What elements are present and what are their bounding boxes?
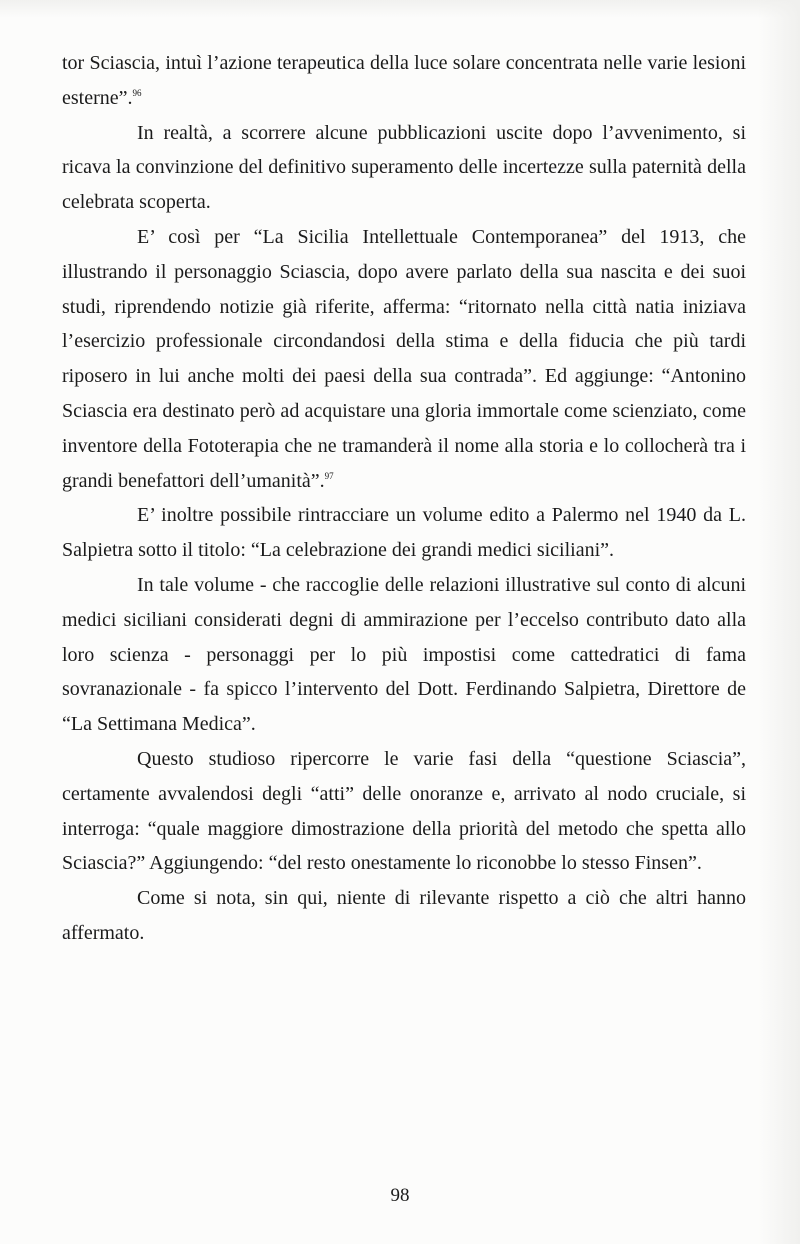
paragraph-1 — [62, 46, 746, 116]
page-number: 98 — [390, 1185, 410, 1206]
paragraph-7 — [62, 881, 746, 951]
scan-shadow-top — [0, 0, 800, 18]
paragraph-3 — [62, 220, 746, 498]
paragraph-7-text: Come si nota, sin qui, niente di rilevante rispetto a ciò che altri hanno affermato. — [62, 887, 746, 944]
paragraph-5 — [62, 568, 746, 742]
footnote-ref-97: 97 — [324, 470, 334, 481]
paragraph-6 — [62, 742, 746, 881]
paragraph-2-text: In realtà, a scorrere alcune pubblicazioni uscite dopo l’avvenimento, si ricava la convinzione del definitivo superamento delle incertezze sulla paternità della celebrata scoperta. — [62, 121, 746, 214]
paragraph-2 — [62, 116, 746, 220]
paragraph-3-text: E’ così per “La Sicilia Intellettuale Contemporanea” del 1913, che illustrando il personaggio Sciascia, dopo avere parlato della sua nascita e dei suoi studi, riprendendo notizie già riferite, afferma: “ritornato nella città natia iniziava l’esercizio professionale circondandosi della stima e della fiducia che più tardi riposero in lui anche molti dei paesi della sua contrada”. Ed aggiunge: “Antonino Sciascia era destinato però ad acquistare una gloria immortale come scienziato, come inventore della Fototerapia che ne tramanderà il nome alla storia e lo collocherà tra i grandi benefattori dell’umanità”. — [62, 225, 746, 492]
paragraph-4-text: E’ inoltre possibile rintracciare un volume edito a Palermo nel 1940 da L. Salpietra sotto il titolo: “La celebrazione dei grandi medici siciliani”. — [62, 504, 746, 562]
footnote-ref-96: 96 — [132, 87, 142, 98]
body-text — [62, 46, 746, 951]
paragraph-4 — [62, 498, 746, 568]
paragraph-1-text: tor Sciascia, intuì l’azione terapeutica della luce solare concentrata nelle varie lesioni esterne”. — [62, 52, 746, 109]
scan-shadow-right — [758, 0, 800, 1244]
paragraph-5-text: In tale volume - che raccoglie delle relazioni illustrative sul conto di alcuni medici siciliani considerati degni di ammirazione per l’eccelso contributo dato alla loro scienza - personaggi per lo più impostisi come cattedratici di fama sovranazionale - fa spicco l’intervento del Dott. Ferdinando Salpietra, Direttore de “La Settimana Medica”. — [62, 573, 746, 736]
paragraph-6-text: Questo studioso ripercorre le varie fasi della “questione Sciascia”, certamente avvalendosi degli “atti” delle onoranze e, arrivato al nodo cruciale, si interroga: “quale maggiore dimostrazione della priorità del metodo che spetta allo Sciascia?” Aggiungendo: “del resto onestamente lo riconobbe lo stesso Finsen”. — [62, 747, 746, 875]
